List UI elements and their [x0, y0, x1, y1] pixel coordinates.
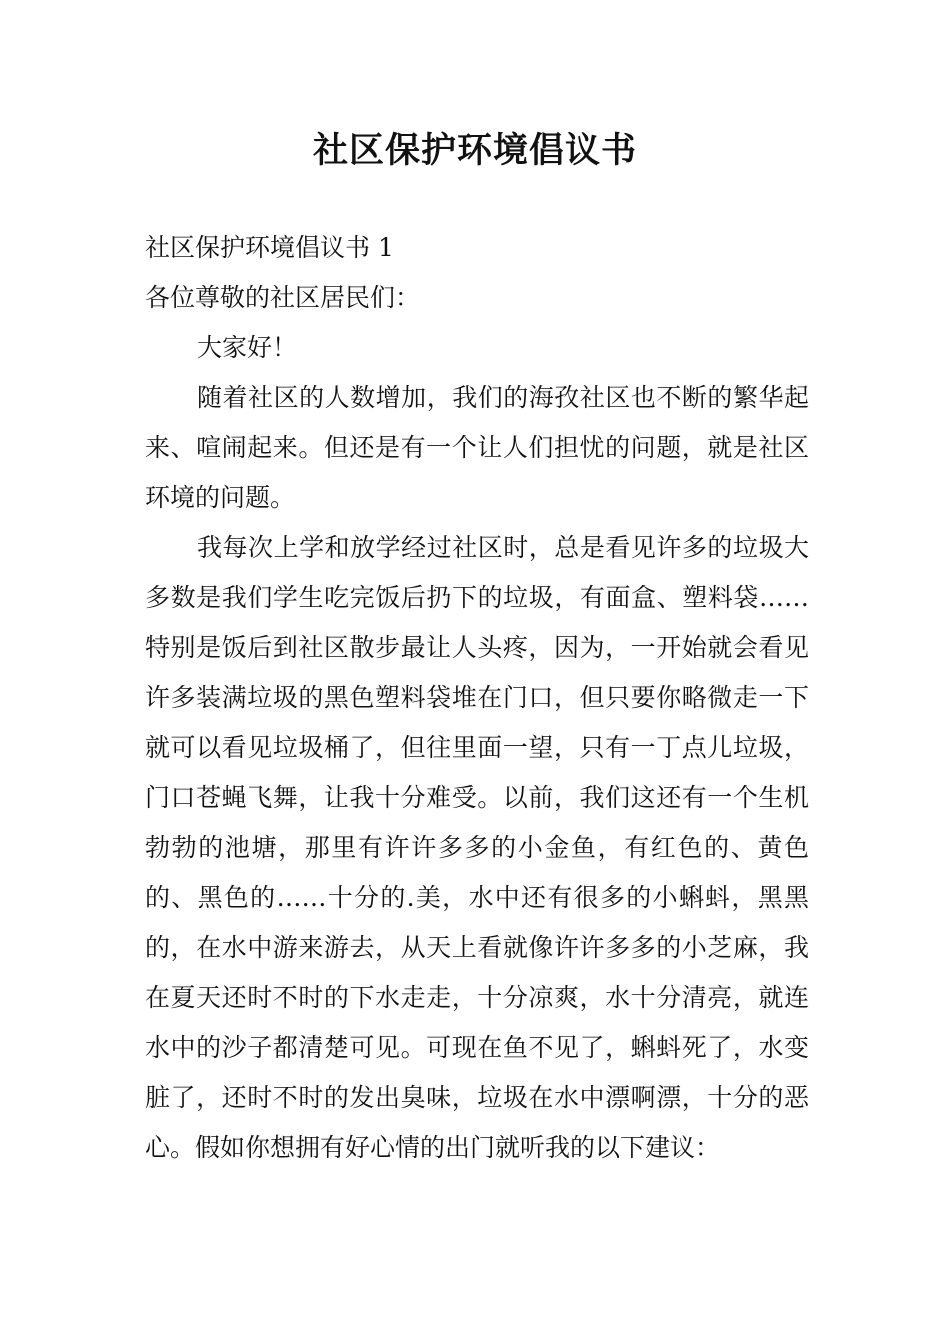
body-paragraph: 我每次上学和放学经过社区时，总是看见许多的垃圾大多数是我们学生吃完饭后扔下的垃圾，有面盒、塑料袋……特别是饭后到社区散步最让人头疼，因为，一开始就会看见许多装满垃圾的黑色塑料袋堆在门口，但只要你略微走一下就可以看见垃圾桶了，但往里面一望，只有一丁点儿垃圾，门口苍蝇飞舞，让我十分难受。以前，我们这还有一个生机勃勃的池塘，那里有许许多多的小金鱼，有红色的、黄色的、黑色的……十分的.美，水中还有很多的小蝌蚪，黑黑的，在水中游来游去，从天上看就像许许多多的小芝麻，我在夏天还时不时的下水走走，十分凉爽，水十分清亮，就连水中的沙子都清楚可见。可现在鱼不见了，蝌蚪死了，水变脏了，还时不时的发出臭味，垃圾在水中漂啊漂，十分的恶心。假如你想拥有好心情的出门就听我的以下建议： — [145, 533, 809, 1162]
document-body — [145, 223, 809, 1173]
document-subtitle: 社区保护环境倡议书 1 — [145, 233, 394, 262]
salutation: 各位尊敬的社区居民们： — [145, 283, 421, 312]
document-title: 社区保护环境倡议书 — [312, 130, 637, 171]
greeting-paragraph: 大家好！ — [197, 333, 298, 362]
body-paragraph: 随着社区的人数增加，我们的海孜社区也不断的繁华起来、喧闹起来。但还是有一个让人们担忧的问题，就是社区环境的问题。 — [145, 383, 809, 512]
